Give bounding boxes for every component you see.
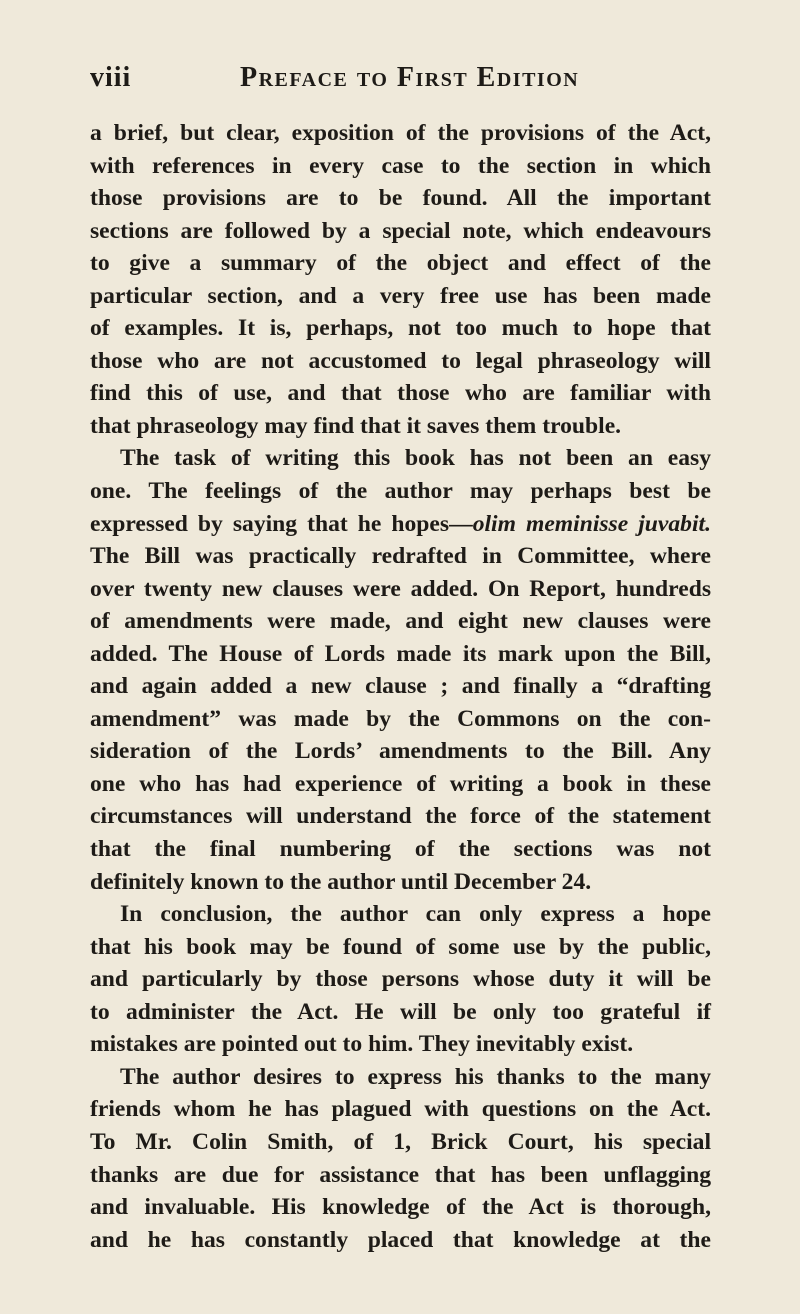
text-line: find this of use, and that those who are familiar with — [90, 380, 711, 407]
text-line: to give a summary of the object and effect of the — [90, 250, 711, 277]
text-line: To Mr. Colin Smith, of 1, Brick Court, his special — [90, 1128, 711, 1155]
text-line: over twenty new clauses were added. On Report, hundreds — [90, 575, 711, 602]
text-line: thanks are due for assistance that has been unflagging — [90, 1161, 711, 1188]
text-line: sections are followed by a special note, which endeavours — [90, 217, 711, 244]
text-line: to administer the Act. He will be only too grateful if — [90, 998, 711, 1025]
text-line: those provisions are to be found. All the important — [90, 185, 711, 212]
text-line: and particularly by those persons whose duty it will be — [90, 966, 711, 993]
text-line: expressed by saying that he hopes—olim meminisse juvabit. — [90, 510, 711, 537]
text-line: and invaluable. His knowledge of the Act is thorough, — [90, 1194, 711, 1221]
page-header — [90, 62, 710, 102]
text-line: those who are not accustomed to legal phraseology will — [90, 347, 711, 374]
text-line: added. The House of Lords made its mark upon the Bill, — [90, 640, 711, 667]
text-line: that his book may be found of some use by the public, — [90, 933, 711, 960]
text-line: mistakes are pointed out to him. They inevitably exist. — [90, 1031, 634, 1058]
text-line: definitely known to the author until December 24. — [90, 868, 592, 895]
paragraph-start-line: The task of writing this book has not been an easy — [120, 445, 711, 472]
text-line: one who has had experience of writing a book in these — [90, 770, 711, 797]
text-line: particular section, and a very free use has been made — [90, 282, 711, 309]
text-line: that phraseology may find that it saves them trouble. — [90, 412, 622, 439]
text-line: of examples. It is, perhaps, not too much to hope that — [90, 315, 711, 342]
text-line: circumstances will understand the force of the statement — [90, 803, 711, 830]
text-line: and again added a new clause ; and finally a “drafting — [90, 673, 711, 700]
text-line: one. The feelings of the author may perhaps best be — [90, 478, 711, 505]
text-line: a brief, but clear, exposition of the provisions of the Act, — [90, 120, 711, 146]
text-line: sideration of the Lords’ amendments to the Bill. Any — [90, 738, 711, 765]
paragraph-start-line: In conclusion, the author can only express a hope — [120, 901, 711, 928]
text-line: amendment” was made by the Commons on the con- — [90, 705, 711, 732]
latin-quote: olim meminisse juvabit. — [472, 510, 711, 537]
text-line: with references in every case to the section in which — [90, 152, 711, 179]
text-line: The Bill was practically redrafted in Committee, where — [90, 543, 711, 570]
text-line: that the final numbering of the sections was not — [90, 836, 711, 863]
paragraph-start-line: The author desires to express his thanks to the many — [120, 1063, 711, 1090]
text-line: and he has constantly placed that knowledge at the — [90, 1226, 711, 1253]
text-line: friends whom he has plagued with questions on the Act. — [90, 1096, 711, 1123]
page-number: viii — [90, 62, 132, 93]
text-line: of amendments were made, and eight new clauses were — [90, 608, 711, 635]
running-title: Preface to First Edition — [240, 62, 580, 93]
body-text — [90, 117, 711, 1256]
